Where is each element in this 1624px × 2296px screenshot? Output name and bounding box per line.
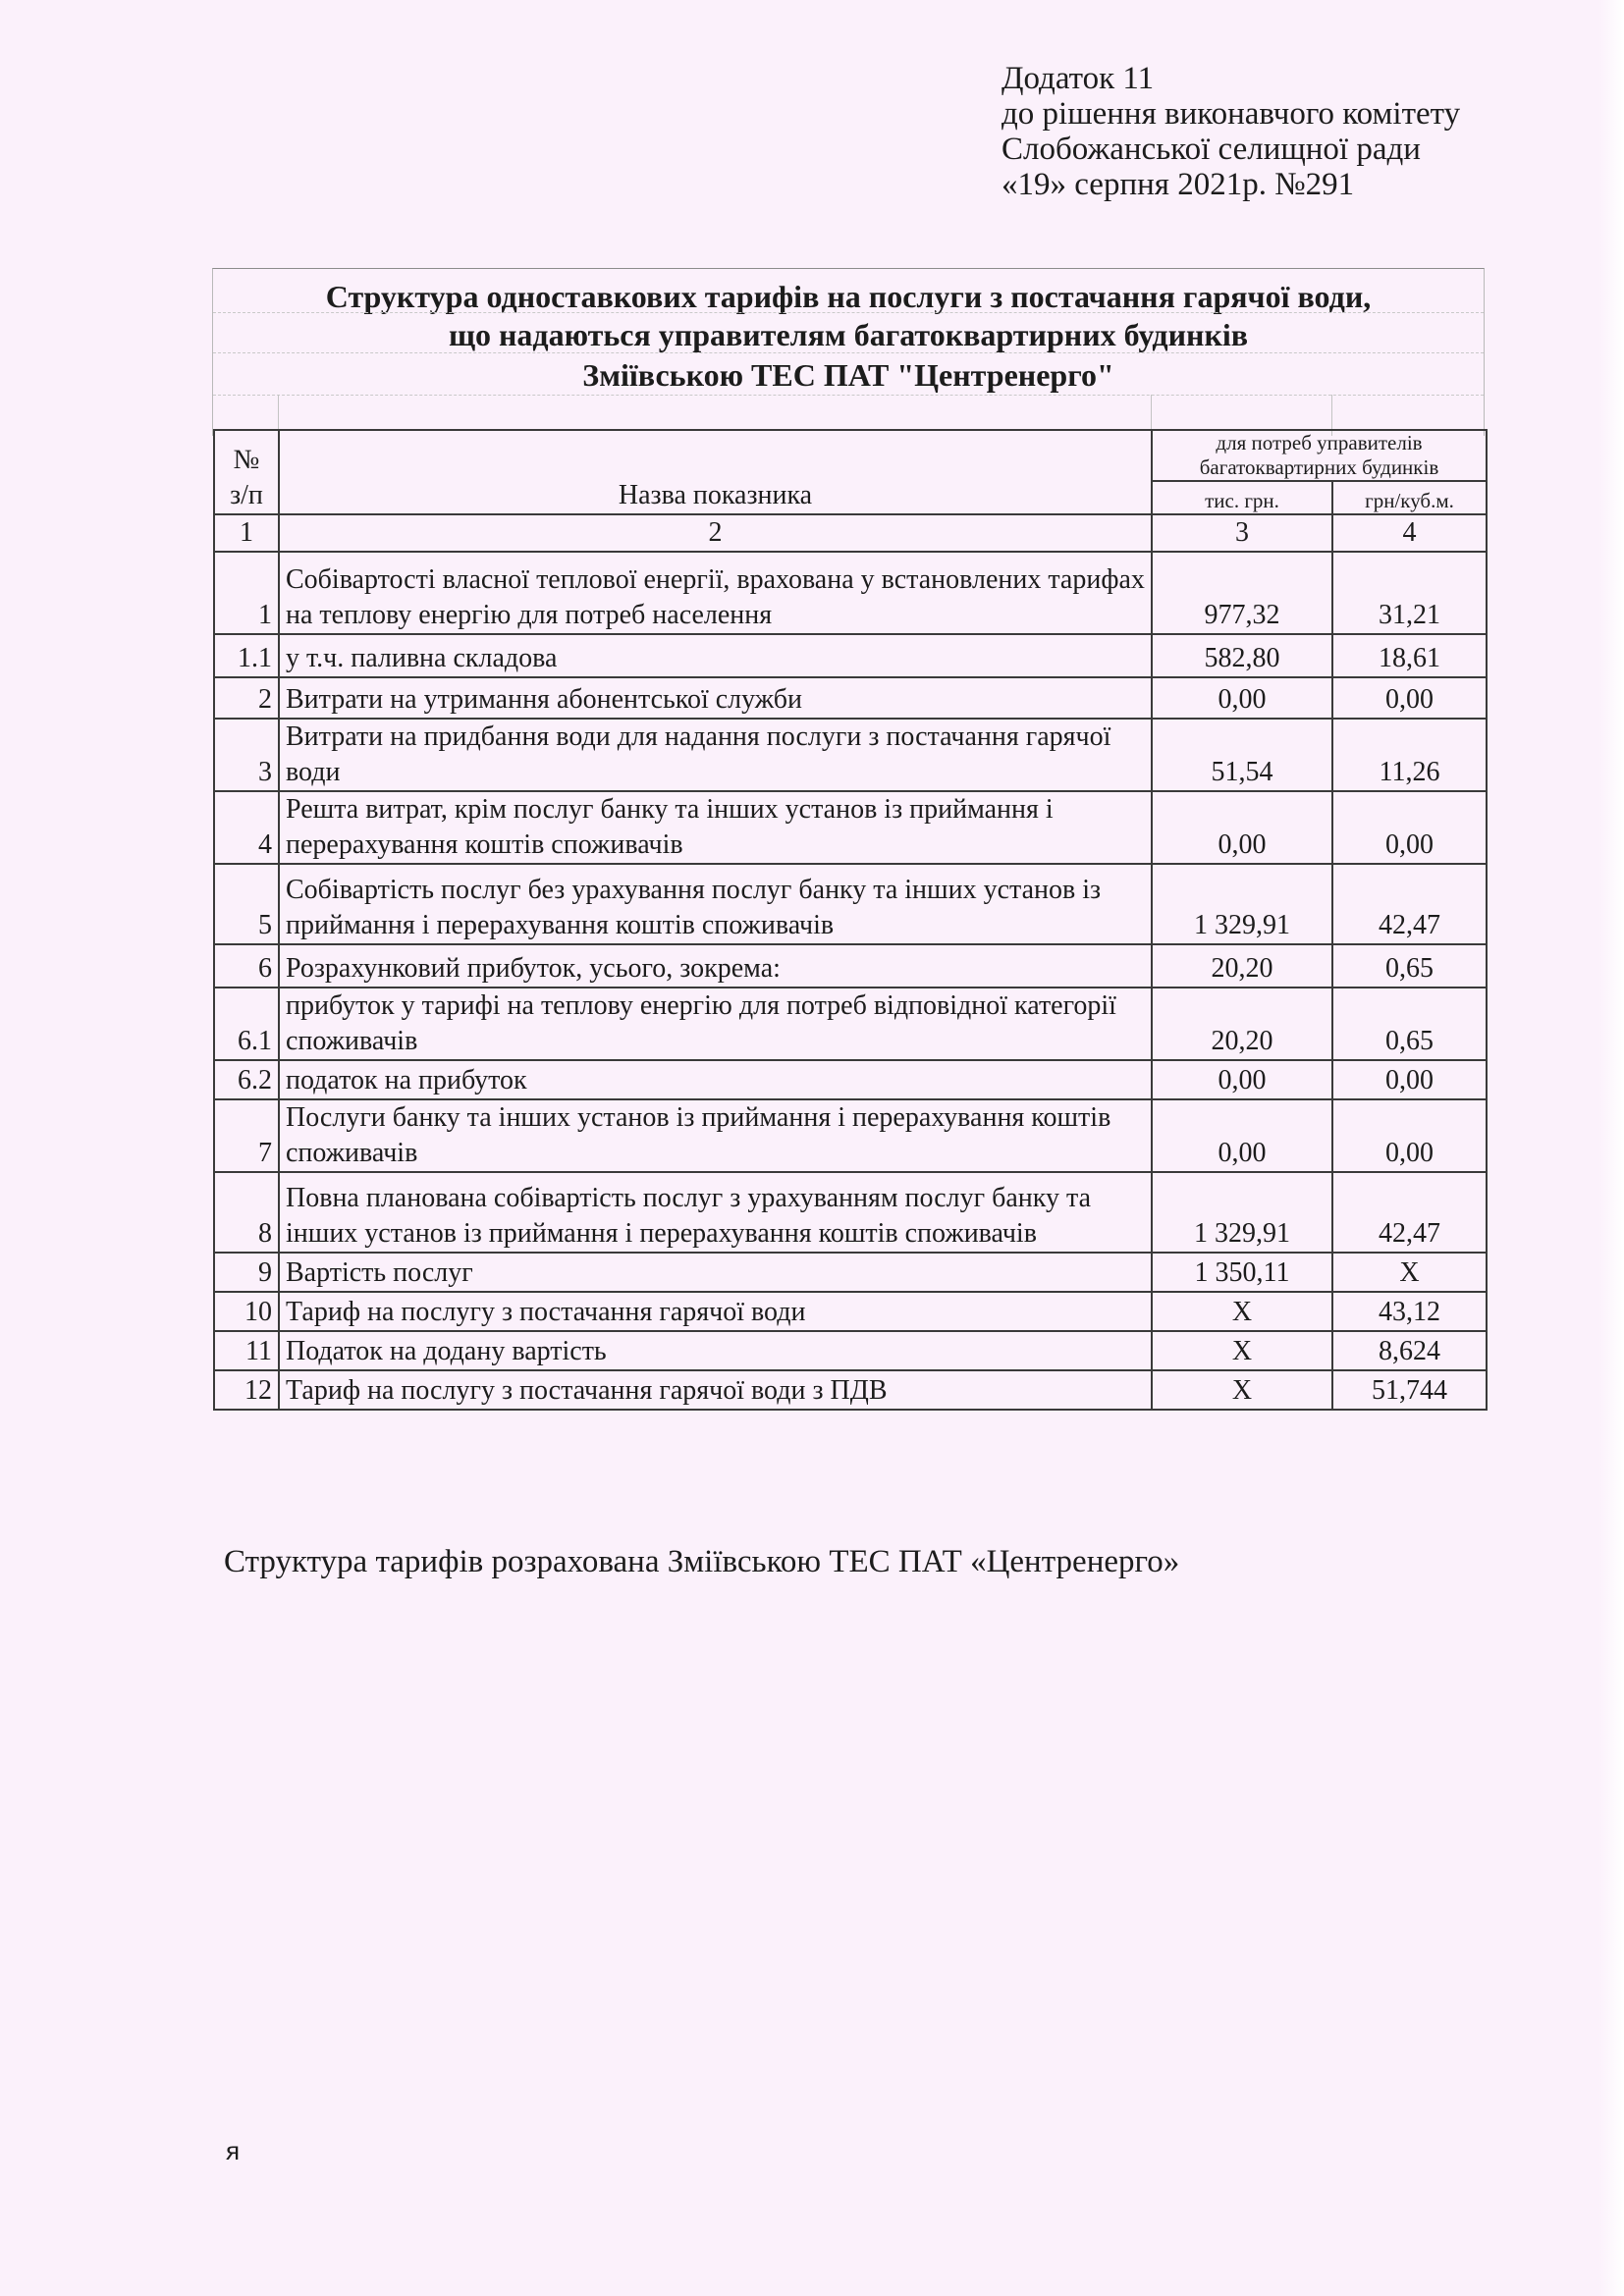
header-indicator-name: Назва показника bbox=[279, 430, 1152, 514]
table-row bbox=[214, 1060, 1487, 1099]
row-indicator-name: Послуги банку та інших установ із приймання і перерахування коштів споживачів bbox=[279, 1099, 1152, 1172]
row-indicator-name: податок на прибуток bbox=[279, 1060, 1152, 1099]
appendix-note bbox=[1001, 61, 1460, 202]
page-edge bbox=[1598, 0, 1624, 2296]
row-number: 8 bbox=[214, 1172, 279, 1253]
table-row bbox=[214, 1099, 1487, 1172]
row-indicator-name: прибуток у тарифі на теплову енергію для потреб відповідної категорії споживачів bbox=[279, 988, 1152, 1060]
row-value-thousand-uah: 582,80 bbox=[1152, 634, 1332, 677]
row-value-uah-per-m3: 51,744 bbox=[1332, 1370, 1487, 1410]
row-number: 12 bbox=[214, 1370, 279, 1410]
row-value-uah-per-m3: 42,47 bbox=[1332, 1172, 1487, 1253]
row-value-uah-per-m3: 0,00 bbox=[1332, 1060, 1487, 1099]
row-value-thousand-uah: 1 350,11 bbox=[1152, 1253, 1332, 1292]
row-value-uah-per-m3: 42,47 bbox=[1332, 864, 1487, 944]
column-number: 4 bbox=[1332, 514, 1487, 552]
title-line: Структура одноставкових тарифів на послуги з постачання гарячої води, bbox=[325, 279, 1372, 314]
row-value-uah-per-m3: 43,12 bbox=[1332, 1292, 1487, 1331]
row-value-uah-per-m3: 0,00 bbox=[1332, 791, 1487, 864]
row-number: 11 bbox=[214, 1331, 279, 1370]
row-indicator-name: Собівартості власної теплової енергії, врахована у встановлених тарифах на теплову енергію для потреб населення bbox=[279, 552, 1152, 634]
row-number: 5 bbox=[214, 864, 279, 944]
row-number: 1 bbox=[214, 552, 279, 634]
table-row bbox=[214, 1370, 1487, 1410]
row-number: 6.2 bbox=[214, 1060, 279, 1099]
row-indicator-name: Решта витрат, крім послуг банку та інших установ із приймання і перерахування коштів споживачів bbox=[279, 791, 1152, 864]
document-title bbox=[212, 268, 1485, 436]
title-line: що надаються управителям багатоквартирних будинків bbox=[448, 317, 1249, 352]
row-indicator-name: Повна планована собівартість послуг з урахуванням послуг банку та інших установ із приймання і перерахування коштів споживачів bbox=[279, 1172, 1152, 1253]
row-indicator-name: Тариф на послугу з постачання гарячої води з ПДВ bbox=[279, 1370, 1152, 1410]
table-row bbox=[214, 1172, 1487, 1253]
table-row bbox=[214, 1331, 1487, 1370]
table-row bbox=[214, 791, 1487, 864]
table-row bbox=[214, 944, 1487, 988]
row-number: 6 bbox=[214, 944, 279, 988]
row-value-thousand-uah: 977,32 bbox=[1152, 552, 1332, 634]
tariff-table bbox=[213, 429, 1488, 1411]
row-number: 3 bbox=[214, 719, 279, 791]
row-value-uah-per-m3: 0,65 bbox=[1332, 944, 1487, 988]
appendix-line: Додаток 11 bbox=[1001, 61, 1155, 96]
divider bbox=[213, 395, 1484, 396]
row-value-thousand-uah: 20,20 bbox=[1152, 944, 1332, 988]
divider bbox=[213, 312, 1484, 313]
row-value-thousand-uah: Х bbox=[1152, 1292, 1332, 1331]
table-row bbox=[214, 988, 1487, 1060]
appendix-line: до рішення виконавчого комітету bbox=[1001, 96, 1461, 132]
header-unit-thousand-uah: тис. грн. bbox=[1152, 481, 1332, 514]
row-value-uah-per-m3: 0,65 bbox=[1332, 988, 1487, 1060]
row-indicator-name: Собівартість послуг без урахування послуг банку та інших установ із приймання і перерахування коштів споживачів bbox=[279, 864, 1152, 944]
row-indicator-name: Розрахунковий прибуток, усього, зокрема: bbox=[279, 944, 1152, 988]
row-indicator-name: Витрати на утримання абонентської служби bbox=[279, 677, 1152, 719]
row-value-thousand-uah: Х bbox=[1152, 1370, 1332, 1410]
row-number: 9 bbox=[214, 1253, 279, 1292]
row-indicator-name: Тариф на послугу з постачання гарячої води bbox=[279, 1292, 1152, 1331]
column-number: 1 bbox=[214, 514, 279, 552]
divider bbox=[213, 352, 1484, 353]
table-row bbox=[214, 719, 1487, 791]
table-row bbox=[214, 864, 1487, 944]
row-value-thousand-uah: 0,00 bbox=[1152, 1099, 1332, 1172]
table-row bbox=[214, 634, 1487, 677]
row-value-uah-per-m3: 11,26 bbox=[1332, 719, 1487, 791]
row-value-thousand-uah: 51,54 bbox=[1152, 719, 1332, 791]
table-row bbox=[214, 1292, 1487, 1331]
row-indicator-name: Витрати на придбання води для надання послуги з постачання гарячої води bbox=[279, 719, 1152, 791]
row-value-thousand-uah: 0,00 bbox=[1152, 1060, 1332, 1099]
table-header-row bbox=[214, 430, 1487, 481]
corner-mark: я bbox=[226, 2136, 241, 2165]
column-number: 2 bbox=[279, 514, 1152, 552]
row-value-thousand-uah: Х bbox=[1152, 1331, 1332, 1370]
row-indicator-name: Податок на додану вартість bbox=[279, 1331, 1152, 1370]
row-value-uah-per-m3: 0,00 bbox=[1332, 1099, 1487, 1172]
row-value-thousand-uah: 0,00 bbox=[1152, 791, 1332, 864]
footer-note: Структура тарифів розрахована Зміївською ТЕС ПАТ «Центренерго» bbox=[224, 1544, 1180, 1579]
header-group: для потреб управителів багатоквартирних будинків bbox=[1152, 430, 1487, 481]
row-value-thousand-uah: 0,00 bbox=[1152, 677, 1332, 719]
table-row bbox=[214, 677, 1487, 719]
row-number: 7 bbox=[214, 1099, 279, 1172]
row-indicator-name: Вартість послуг bbox=[279, 1253, 1152, 1292]
row-value-uah-per-m3: Х bbox=[1332, 1253, 1487, 1292]
header-unit-uah-per-m3: грн/куб.м. bbox=[1332, 481, 1487, 514]
row-number: 4 bbox=[214, 791, 279, 864]
row-value-thousand-uah: 1 329,91 bbox=[1152, 1172, 1332, 1253]
row-number: 1.1 bbox=[214, 634, 279, 677]
row-value-uah-per-m3: 31,21 bbox=[1332, 552, 1487, 634]
row-indicator-name: у т.ч. паливна складова bbox=[279, 634, 1152, 677]
column-number-row bbox=[214, 514, 1487, 552]
row-value-uah-per-m3: 0,00 bbox=[1332, 677, 1487, 719]
title-line: Зміївською ТЕС ПАТ "Центренерго" bbox=[582, 357, 1114, 393]
row-number: 6.1 bbox=[214, 988, 279, 1060]
column-number: 3 bbox=[1152, 514, 1332, 552]
row-value-thousand-uah: 20,20 bbox=[1152, 988, 1332, 1060]
header-number: № з/п bbox=[214, 430, 279, 514]
row-value-uah-per-m3: 18,61 bbox=[1332, 634, 1487, 677]
row-number: 2 bbox=[214, 677, 279, 719]
row-number: 10 bbox=[214, 1292, 279, 1331]
appendix-line: Слобожанської селищної ради bbox=[1001, 132, 1421, 167]
table-row bbox=[214, 1253, 1487, 1292]
row-value-uah-per-m3: 8,624 bbox=[1332, 1331, 1487, 1370]
appendix-line: «19» серпня 2021р. №291 bbox=[1001, 167, 1355, 202]
table-row bbox=[214, 552, 1487, 634]
row-value-thousand-uah: 1 329,91 bbox=[1152, 864, 1332, 944]
